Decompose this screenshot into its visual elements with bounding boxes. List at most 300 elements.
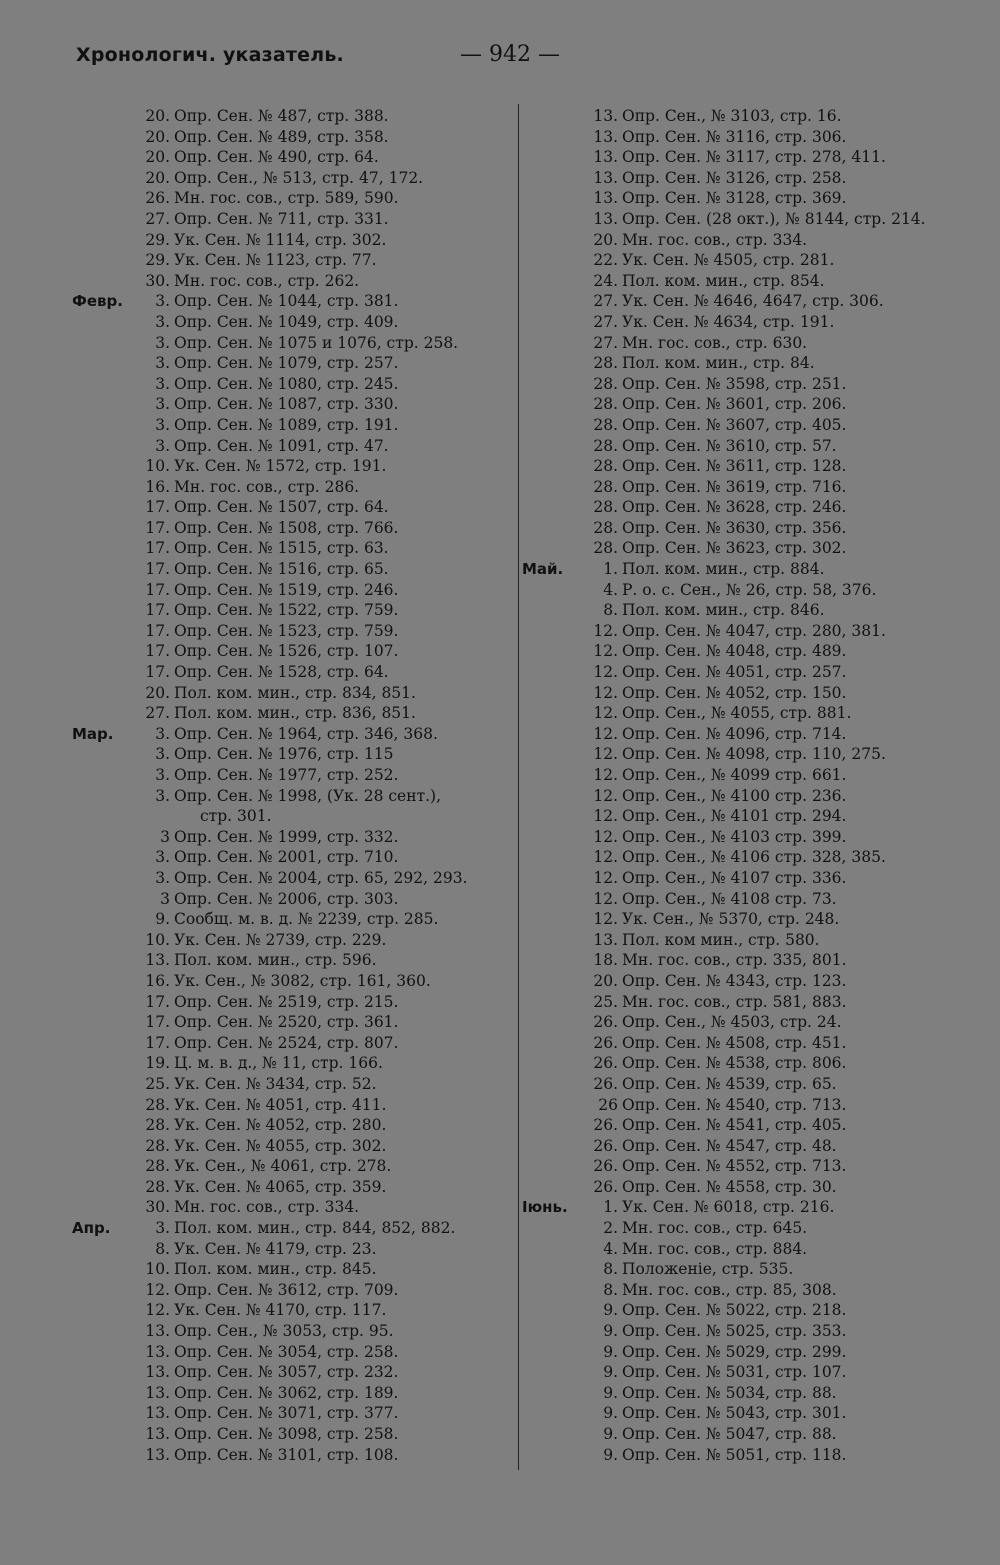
index-entry xyxy=(72,168,518,189)
index-entry xyxy=(522,250,990,271)
entry-reference: Опр. Сен. № 1516, стр. 65. xyxy=(174,560,389,579)
entry-reference: Опр. Сен. № 489, стр. 358. xyxy=(174,127,389,146)
entry-day: 10. xyxy=(145,457,170,476)
entry-reference: Ук. Сен. № 3434, стр. 52. xyxy=(174,1074,377,1093)
entry-reference: Пол. ком. мин., стр. 596. xyxy=(174,951,377,970)
entry-reference: Мн. гос. сов., стр. 630. xyxy=(622,333,808,352)
index-entry xyxy=(72,703,518,724)
entry-day: 28. xyxy=(145,1157,170,1176)
index-entry xyxy=(522,1403,990,1424)
entry-day: 20. xyxy=(145,683,170,702)
entry-reference: Опр. Сен. № 1091, стр. 47. xyxy=(174,436,389,455)
entry-day: 9. xyxy=(603,1404,618,1423)
index-entry xyxy=(72,992,518,1013)
index-entry xyxy=(522,518,990,539)
index-entry xyxy=(72,1115,518,1136)
month-label: Мар. xyxy=(72,724,114,743)
entry-reference: Опр. Сен. № 1079, стр. 257. xyxy=(174,354,399,373)
entry-day: 12. xyxy=(593,766,618,784)
entry-day: 28. xyxy=(593,436,618,455)
entry-reference: Опр. Сен. № 4541, стр. 405. xyxy=(622,1116,847,1135)
index-entry xyxy=(522,209,990,230)
index-entry xyxy=(522,765,990,786)
index-entry xyxy=(522,1239,990,1260)
entry-day: 13. xyxy=(593,209,618,228)
entry-reference: Опр. Сен. № 1080, стр. 245. xyxy=(174,374,399,393)
month-label: Май. xyxy=(522,560,564,579)
entry-reference: Опр. Сен. № 3623, стр. 302. xyxy=(622,539,847,558)
entry-day: 12. xyxy=(593,827,618,846)
entry-reference: Опр. Сен. № 1526, стр. 107. xyxy=(174,642,399,661)
entry-day: 8. xyxy=(155,1239,170,1258)
entry-reference: Опр. Сен. № 3607, стр. 405. xyxy=(622,415,847,434)
index-entry xyxy=(72,889,518,910)
index-entry xyxy=(72,250,518,271)
index-entry xyxy=(72,291,518,312)
entry-day: 25. xyxy=(593,992,618,1011)
entry-reference: Опр. Сен. № 4052, стр. 150. xyxy=(622,683,847,702)
index-entry xyxy=(522,1136,990,1157)
index-entry xyxy=(522,147,990,168)
index-entry xyxy=(72,271,518,292)
index-entry xyxy=(522,291,990,312)
entry-reference: Опр. Сен. № 4552, стр. 713. xyxy=(622,1157,847,1176)
entry-day: 8. xyxy=(603,601,618,620)
entry-reference: Опр. Сен. № 3598, стр. 251. xyxy=(622,374,847,393)
entry-reference: Опр. Сен. № 1977, стр. 252. xyxy=(174,766,399,784)
entry-reference: Ук. Сен. № 4065, стр. 359. xyxy=(174,1177,387,1196)
index-entry xyxy=(522,641,990,662)
entry-day: 8. xyxy=(603,1260,618,1279)
entry-day: 18. xyxy=(593,951,618,970)
entry-day: 20. xyxy=(593,230,618,249)
entry-reference: Опр. Сен. № 1049, стр. 409. xyxy=(174,312,399,331)
entry-day: 28. xyxy=(593,477,618,496)
entry-day: 13. xyxy=(145,1425,170,1443)
entry-day: 13. xyxy=(145,1445,170,1464)
entry-day: 13. xyxy=(145,1383,170,1402)
index-entry xyxy=(522,724,990,745)
index-entry xyxy=(72,312,518,333)
entry-reference: Опр. Сен. № 3630, стр. 356. xyxy=(622,518,847,537)
index-entry xyxy=(522,415,990,436)
right-column xyxy=(522,106,990,1465)
entry-day: 3. xyxy=(155,766,170,784)
entry-day: 3. xyxy=(155,292,170,311)
entry-day: 3. xyxy=(155,745,170,764)
index-entry xyxy=(72,621,518,642)
entry-day: 3. xyxy=(155,724,170,743)
entry-reference: Опр. Сен. № 711, стр. 331. xyxy=(174,209,389,228)
entry-reference: Опр. Сен. № 4540, стр. 713. xyxy=(622,1095,847,1114)
index-entry xyxy=(522,353,990,374)
entry-reference: Ук. Сен. № 1114, стр. 302. xyxy=(174,230,387,249)
entry-day: 12. xyxy=(593,868,618,887)
entry-day: 12. xyxy=(593,724,618,743)
index-entry xyxy=(72,538,518,559)
entry-reference: Опр. Сен. № 4096, стр. 714. xyxy=(622,724,847,743)
entry-reference: Мн. гос. сов., стр. 589, 590. xyxy=(174,189,399,208)
entry-reference: Опр. Сен. № 3117, стр. 278, 411. xyxy=(622,148,886,167)
entry-day: 17. xyxy=(145,992,170,1011)
index-entry xyxy=(522,312,990,333)
index-entry xyxy=(72,1259,518,1280)
running-title: Хронологич. указатель. xyxy=(76,44,344,66)
index-entry xyxy=(522,971,990,992)
entry-reference: Опр. Сен. № 1089, стр. 191. xyxy=(174,415,399,434)
entry-reference: Опр. Сен. № 3101, стр. 108. xyxy=(174,1445,399,1464)
entry-reference: Пол. ком. мин., стр. 884. xyxy=(622,560,825,579)
entry-reference: Мн. гос. сов., стр. 334. xyxy=(174,1198,360,1217)
entry-day: 20. xyxy=(145,127,170,146)
entry-day: 13. xyxy=(593,148,618,167)
entry-day: 24. xyxy=(593,271,618,290)
entry-reference: Ук. Сен. № 4505, стр. 281. xyxy=(622,251,835,270)
index-entry xyxy=(72,930,518,951)
index-entry xyxy=(522,456,990,477)
entry-reference: Ц. м. в. д., № 11, стр. 166. xyxy=(174,1054,383,1073)
entry-reference: Ук. Сен. № 1123, стр. 77. xyxy=(174,251,377,270)
entry-reference: Опр. Сен. № 3062, стр. 189. xyxy=(174,1383,399,1402)
index-entry xyxy=(72,950,518,971)
entry-day: 27. xyxy=(593,312,618,331)
entry-day: 13. xyxy=(145,1363,170,1382)
index-entry xyxy=(522,847,990,868)
index-entry xyxy=(522,1095,990,1116)
entry-reference: Ук. Сен. № 4646, 4647, стр. 306. xyxy=(622,292,884,311)
entry-reference: Ук. Сен., № 5370, стр. 248. xyxy=(622,910,840,929)
index-entry xyxy=(72,106,518,127)
entry-reference: Опр. Сен. № 3601, стр. 206. xyxy=(622,395,847,414)
index-entry xyxy=(72,641,518,662)
entry-reference: Пол. ком. мин., стр. 84. xyxy=(622,354,815,373)
entry-day: 28. xyxy=(593,415,618,434)
entry-reference: Опр. Сен., № 4101 стр. 294. xyxy=(622,807,847,826)
entry-reference: Опр. Сен. № 3612, стр. 709. xyxy=(174,1280,399,1299)
entry-reference: Опр. Сен. № 4558, стр. 30. xyxy=(622,1177,837,1196)
entry-reference: Мн. гос. сов., стр. 581, 883. xyxy=(622,992,847,1011)
index-entry xyxy=(522,868,990,889)
index-entry xyxy=(72,1280,518,1301)
entry-reference: Опр. Сен. № 4048, стр. 489. xyxy=(622,642,847,661)
entry-day: 13. xyxy=(145,951,170,970)
month-label: Апр. xyxy=(72,1219,111,1238)
index-entry xyxy=(522,333,990,354)
entry-continuation: стр. 301. xyxy=(200,807,272,826)
index-entry xyxy=(522,1300,990,1321)
index-entry xyxy=(72,724,518,745)
index-entry xyxy=(72,744,518,765)
index-entry xyxy=(522,1383,990,1404)
entry-reference: Опр. Сен. № 2520, стр. 361. xyxy=(174,1013,399,1032)
month-label: Іюнь. xyxy=(522,1198,568,1217)
entry-reference: Опр. Сен. № 490, стр. 64. xyxy=(174,148,379,167)
entry-reference: Опр. Сен. № 5047, стр. 88. xyxy=(622,1425,837,1443)
entry-day: 12. xyxy=(593,663,618,682)
entry-reference: Р. о. с. Сен., № 26, стр. 58, 376. xyxy=(622,580,877,599)
entry-reference: Опр. Сен. № 3628, стр. 246. xyxy=(622,498,847,517)
entry-reference: Опр. Сен. № 5031, стр. 107. xyxy=(622,1363,847,1382)
entry-day: 26. xyxy=(593,1074,618,1093)
entry-day: 20. xyxy=(145,107,170,125)
entry-reference: Мн. гос. сов., стр. 335, 801. xyxy=(622,951,847,970)
index-entry xyxy=(522,1074,990,1095)
index-entry xyxy=(72,1403,518,1424)
index-entry xyxy=(522,1033,990,1054)
entry-day: 12. xyxy=(593,621,618,640)
entry-day: 3. xyxy=(155,354,170,373)
index-entry xyxy=(522,436,990,457)
entry-reference: Пол. ком. мин., стр. 836, 851. xyxy=(174,704,416,723)
entry-day: 3 xyxy=(160,827,170,846)
entry-reference: Опр. Сен., № 4055, стр. 881. xyxy=(622,704,852,723)
entry-reference: Опр. Сен. № 3619, стр. 716. xyxy=(622,477,847,496)
entry-day: 12. xyxy=(593,848,618,867)
index-entry xyxy=(72,683,518,704)
index-entry xyxy=(522,621,990,642)
entry-day: 28. xyxy=(593,457,618,476)
entry-day: 30. xyxy=(145,1198,170,1217)
index-entry xyxy=(72,559,518,580)
entry-reference: Пол. ком. мин., стр. 846. xyxy=(622,601,825,620)
entry-reference: Опр. Сен. № 5022, стр. 218. xyxy=(622,1301,847,1320)
index-entry xyxy=(72,1177,518,1198)
entry-day: 3. xyxy=(155,1219,170,1238)
index-entry xyxy=(522,580,990,601)
entry-reference: Опр. Сен. № 4538, стр. 806. xyxy=(622,1054,847,1073)
index-entry xyxy=(522,1012,990,1033)
index-entry xyxy=(72,1053,518,1074)
entry-day: 20. xyxy=(145,168,170,187)
entry-day: 9. xyxy=(603,1342,618,1361)
entry-reference: Опр. Сен. № 5029, стр. 299. xyxy=(622,1342,847,1361)
entry-reference: Ук. Сен. № 4055, стр. 302. xyxy=(174,1136,387,1155)
index-entry xyxy=(522,1321,990,1342)
entry-day: 17. xyxy=(145,642,170,661)
entry-day: 3. xyxy=(155,374,170,393)
entry-day: 3. xyxy=(155,436,170,455)
entry-day: 26. xyxy=(593,1177,618,1196)
entry-day: 26. xyxy=(593,1013,618,1032)
index-entry xyxy=(72,1424,518,1445)
index-entry xyxy=(72,662,518,683)
entry-day: 3. xyxy=(155,868,170,887)
entry-day: 29. xyxy=(145,251,170,270)
entry-reference: Опр. Сен. № 1508, стр. 766. xyxy=(174,518,399,537)
entry-day: 17. xyxy=(145,518,170,537)
left-column xyxy=(72,106,518,1465)
entry-day: 13. xyxy=(145,1342,170,1361)
entry-reference: Пол. ком. мин., стр. 845. xyxy=(174,1260,377,1279)
index-entry xyxy=(522,1362,990,1383)
entry-day: 19. xyxy=(145,1054,170,1073)
index-entry xyxy=(522,683,990,704)
entry-day: 1. xyxy=(603,1198,618,1217)
entry-day: 8. xyxy=(603,1280,618,1299)
index-entry xyxy=(72,353,518,374)
index-entry xyxy=(72,1300,518,1321)
index-entry xyxy=(522,106,990,127)
index-entry xyxy=(72,415,518,436)
entry-reference: Ук. Сен., № 4061, стр. 278. xyxy=(174,1157,392,1176)
entry-reference: Опр. Сен., № 4503, стр. 24. xyxy=(622,1013,842,1032)
entry-day: 3. xyxy=(155,848,170,867)
index-entry xyxy=(522,930,990,951)
index-entry xyxy=(72,806,518,827)
entry-reference: Опр. Сен. № 4047, стр. 280, 381. xyxy=(622,621,886,640)
entry-day: 26. xyxy=(593,1116,618,1135)
index-entry xyxy=(72,847,518,868)
entry-day: 12. xyxy=(593,704,618,723)
entry-reference: Ук. Сен. № 6018, стр. 216. xyxy=(622,1198,835,1217)
entry-reference: Мн. гос. сов., стр. 334. xyxy=(622,230,808,249)
index-entry xyxy=(72,456,518,477)
entry-day: 12. xyxy=(593,889,618,908)
entry-day: 17. xyxy=(145,580,170,599)
entry-reference: Опр. Сен., № 3103, стр. 16. xyxy=(622,107,842,125)
entry-reference: Опр. Сен. № 1522, стр. 759. xyxy=(174,601,399,620)
entry-day: 12. xyxy=(145,1280,170,1299)
entry-reference: Опр. Сен. № 1999, стр. 332. xyxy=(174,827,399,846)
index-entry xyxy=(522,786,990,807)
entry-reference: Мн. гос. сов., стр. 85, 308. xyxy=(622,1280,837,1299)
entry-reference: Опр. Сен., № 4103 стр. 399. xyxy=(622,827,847,846)
index-entry xyxy=(72,127,518,148)
entry-reference: Опр. Сен. № 4051, стр. 257. xyxy=(622,663,847,682)
entry-day: 17. xyxy=(145,663,170,682)
entry-day: 27. xyxy=(145,209,170,228)
entry-reference: Опр. Сен. № 1976, стр. 115 xyxy=(174,745,394,764)
entry-day: 9. xyxy=(603,1425,618,1443)
entry-day: 26. xyxy=(593,1136,618,1155)
index-entry xyxy=(72,1218,518,1239)
entry-reference: Опр. Сен. № 4098, стр. 110, 275. xyxy=(622,745,886,764)
entry-reference: Опр. Сен. № 1075 и 1076, стр. 258. xyxy=(174,333,459,352)
entry-reference: Опр. Сен. № 4343, стр. 123. xyxy=(622,971,847,990)
entry-day: 10. xyxy=(145,1260,170,1279)
index-entry xyxy=(522,168,990,189)
entry-day: 16. xyxy=(145,477,170,496)
entry-day: 22. xyxy=(593,251,618,270)
index-entry xyxy=(72,230,518,251)
entry-reference: Пол. ком. мин., стр. 834, 851. xyxy=(174,683,416,702)
entry-reference: Опр. Сен., № 3053, стр. 95. xyxy=(174,1322,394,1341)
entry-day: 25. xyxy=(145,1074,170,1093)
entry-day: 12. xyxy=(593,910,618,929)
entry-reference: Опр. Сен. № 5034, стр. 88. xyxy=(622,1383,837,1402)
entry-reference: Опр. Сен. № 4508, стр. 451. xyxy=(622,1033,847,1052)
month-label: Февр. xyxy=(72,292,123,311)
entry-reference: Опр. Сен. № 2006, стр. 303. xyxy=(174,889,399,908)
index-entry xyxy=(72,868,518,889)
index-entry xyxy=(522,559,990,580)
entry-day: 17. xyxy=(145,601,170,620)
entry-day: 12. xyxy=(593,745,618,764)
entry-day: 16. xyxy=(145,971,170,990)
index-entry xyxy=(522,662,990,683)
entry-reference: Опр. Сен. № 3126, стр. 258. xyxy=(622,168,847,187)
index-entry xyxy=(522,1445,990,1466)
index-entry xyxy=(72,909,518,930)
entry-reference: Опр. Сен. № 3128, стр. 369. xyxy=(622,189,847,208)
entry-day: 9. xyxy=(603,1322,618,1341)
entry-reference: Ук. Сен. № 1572, стр. 191. xyxy=(174,457,387,476)
entry-day: 17. xyxy=(145,1033,170,1052)
entry-reference: Опр. Сен. № 2524, стр. 807. xyxy=(174,1033,399,1052)
entry-reference: Ук. Сен. № 4179, стр. 23. xyxy=(174,1239,377,1258)
entry-day: 28. xyxy=(145,1095,170,1114)
entry-reference: Опр. Сен. № 2001, стр. 710. xyxy=(174,848,399,867)
entry-day: 3. xyxy=(155,312,170,331)
index-entry xyxy=(522,127,990,148)
index-entry xyxy=(72,394,518,415)
index-entry xyxy=(72,1342,518,1363)
entry-day: 20. xyxy=(593,971,618,990)
entry-day: 28. xyxy=(593,374,618,393)
entry-reference: Ук. Сен. № 4170, стр. 117. xyxy=(174,1301,387,1320)
entry-reference: Мн. гос. сов., стр. 884. xyxy=(622,1239,808,1258)
index-entry xyxy=(522,1259,990,1280)
entry-reference: Пол. ком. мин., стр. 844, 852, 882. xyxy=(174,1219,456,1238)
entry-day: 27. xyxy=(145,704,170,723)
entry-reference: Опр. Сен. № 3071, стр. 377. xyxy=(174,1404,399,1423)
entry-day: 27. xyxy=(593,292,618,311)
index-entry xyxy=(522,497,990,518)
entry-reference: Мн. гос. сов., стр. 262. xyxy=(174,271,360,290)
entry-reference: Опр. Сен. № 5051, стр. 118. xyxy=(622,1445,847,1464)
index-entry xyxy=(72,1383,518,1404)
index-entry xyxy=(522,394,990,415)
entry-reference: Ук. Сен. № 4052, стр. 280. xyxy=(174,1116,387,1135)
entry-day: 28. xyxy=(145,1116,170,1135)
index-entry xyxy=(522,1053,990,1074)
entry-day: 12. xyxy=(593,786,618,805)
entry-reference: Опр. Сен. № 1507, стр. 64. xyxy=(174,498,389,517)
index-entry xyxy=(522,1115,990,1136)
entry-reference: Опр. Сен. № 1044, стр. 381. xyxy=(174,292,399,311)
page-number: — 942 — xyxy=(460,42,560,67)
entry-reference: Опр. Сен. № 1528, стр. 64. xyxy=(174,663,389,682)
index-entry xyxy=(72,188,518,209)
entry-day: 29. xyxy=(145,230,170,249)
entry-day: 28. xyxy=(593,498,618,517)
entry-day: 28. xyxy=(593,518,618,537)
entry-reference: Опр. Сен. (28 окт.), № 8144, стр. 214. xyxy=(622,209,926,228)
index-entry xyxy=(72,1445,518,1466)
entry-reference: Опр. Сен., № 4099 стр. 661. xyxy=(622,766,847,784)
index-entry xyxy=(72,1197,518,1218)
entry-reference: Опр. Сен., № 4108 стр. 73. xyxy=(622,889,837,908)
entry-reference: Ук. Сен. № 2739, стр. 229. xyxy=(174,930,387,949)
entry-reference: Опр. Сен. № 1964, стр. 346, 368. xyxy=(174,724,438,743)
entry-day: 9. xyxy=(603,1383,618,1402)
entry-reference: Опр. Сен. № 5025, стр. 353. xyxy=(622,1322,847,1341)
entry-day: 26. xyxy=(593,1033,618,1052)
entry-reference: Опр. Сен. № 4539, стр. 65. xyxy=(622,1074,837,1093)
index-entry xyxy=(522,950,990,971)
entry-day: 3. xyxy=(155,333,170,352)
index-entry xyxy=(522,1342,990,1363)
entry-day: 13. xyxy=(145,1322,170,1341)
entry-day: 9. xyxy=(155,910,170,929)
entry-reference: Опр. Сен. № 2004, стр. 65, 292, 293. xyxy=(174,868,468,887)
entry-day: 17. xyxy=(145,560,170,579)
entry-reference: Опр. Сен. № 1523, стр. 759. xyxy=(174,621,399,640)
entry-day: 4. xyxy=(603,580,618,599)
index-entry xyxy=(72,374,518,395)
entry-day: 12. xyxy=(593,683,618,702)
entry-day: 10. xyxy=(145,930,170,949)
